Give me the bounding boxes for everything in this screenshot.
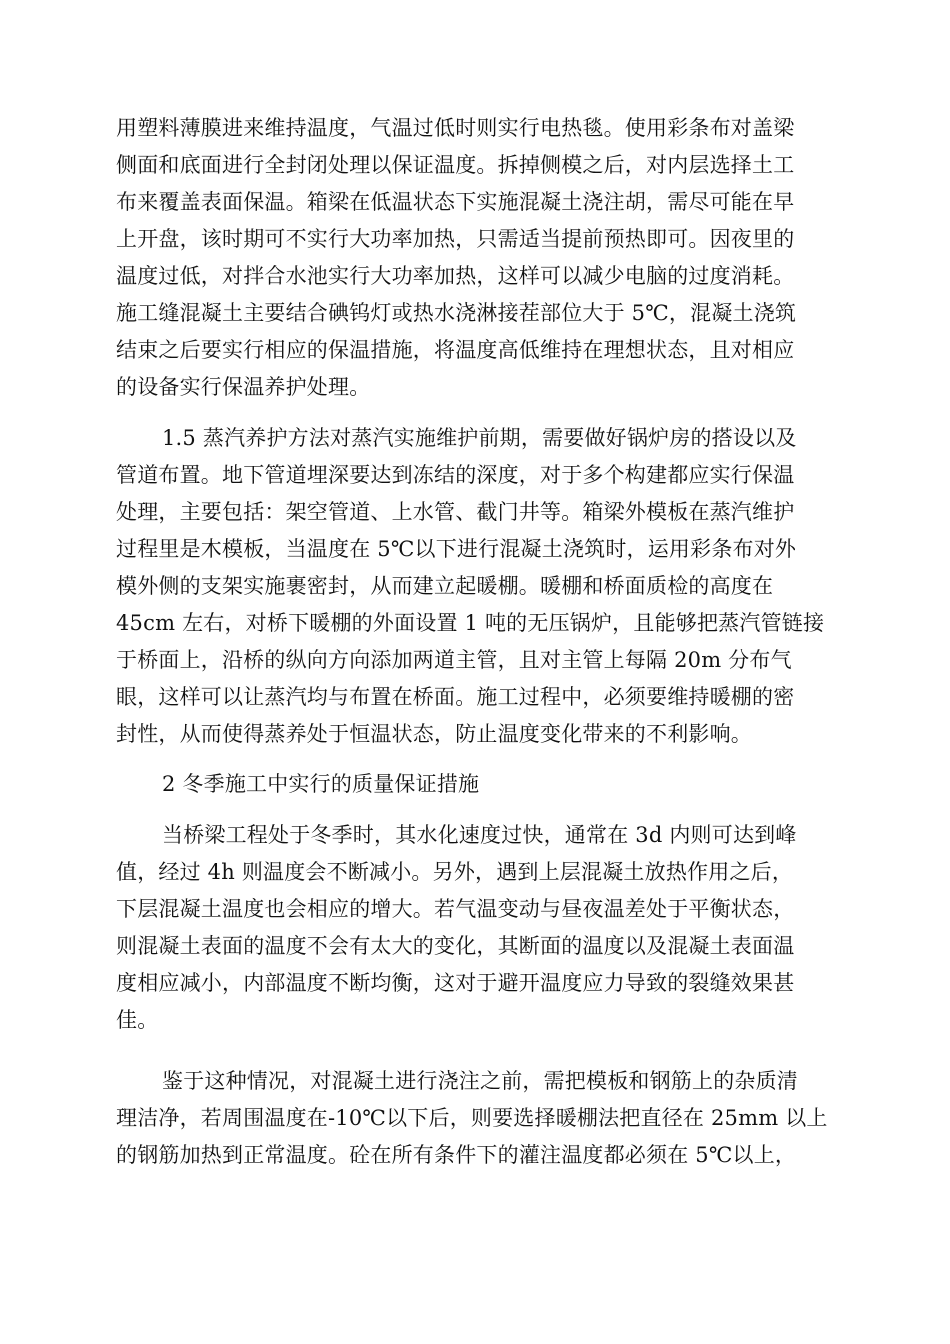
text-line: 过程里是木模板，当温度在 5℃以下进行混凝土浇筑时，运用彩条布对外 xyxy=(116,537,797,561)
text-line: 侧面和底面进行全封闭处理以保证温度。拆掉侧模之后，对内层选择土工 xyxy=(116,153,795,177)
text-line: 下层混凝土温度也会相应的增大。若气温变动与昼夜温差处于平衡状态， xyxy=(116,897,795,921)
text-line: 则混凝土表面的温度不会有太大的变化，其断面的温度以及混凝土表面温 xyxy=(116,934,795,958)
section-heading: 2 冬季施工中实行的质量保证措施 xyxy=(162,772,480,796)
text-line: 模外侧的支架实施裹密封，从而建立起暖棚。暖棚和桥面质检的高度在 xyxy=(116,574,774,598)
text-line: 当桥梁工程处于冬季时，其水化速度过快，通常在 3d 内则可达到峰 xyxy=(162,823,797,847)
text-line: 温度过低，对拌合水池实行大功率加热，这样可以减少电脑的过度消耗。 xyxy=(116,264,795,288)
text-line: 布来覆盖表面保温。箱梁在低温状态下实施混凝土浇注胡，需尽可能在早 xyxy=(116,190,795,214)
text-line: 封性，从而使得蒸养处于恒温状态，防止温度变化带来的不利影响。 xyxy=(116,722,752,746)
text-line: 度相应减小，内部温度不断均衡，这对于避开温度应力导致的裂缝效果甚 xyxy=(116,971,795,995)
text-line: 管道布置。地下管道埋深要达到冻结的深度，对于多个构建都应实行保温 xyxy=(116,463,795,487)
text-line: 上开盘，该时期可不实行大功率加热，只需适当提前预热即可。因夜里的 xyxy=(116,227,795,251)
text-line: 施工缝混凝土主要结合碘钨灯或热水浇淋接茬部位大于 5℃，混凝土浇筑 xyxy=(116,301,797,325)
text-line: 的设备实行保温养护处理。 xyxy=(116,375,371,399)
text-line: 鉴于这种情况，对混凝土进行浇注之前，需把模板和钢筋上的杂质清 xyxy=(162,1069,798,1093)
text-line: 理洁净，若周围温度在-10℃以下后，则要选择暖棚法把直径在 25mm 以上 xyxy=(116,1106,828,1130)
text-line: 佳。 xyxy=(116,1008,159,1032)
text-line: 45cm 左右，对桥下暖棚的外面设置 1 吨的无压锅炉，且能够把蒸汽管链接 xyxy=(116,611,825,635)
text-line: 的钢筋加热到正常温度。砼在所有条件下的灌注温度都必须在 5℃以上， xyxy=(116,1143,797,1167)
text-line: 用塑料薄膜进来维持温度，气温过低时则实行电热毯。使用彩条布对盖梁 xyxy=(116,116,795,140)
text-line: 值，经过 4h 则温度会不断减小。另外，遇到上层混凝土放热作用之后， xyxy=(116,860,794,884)
text-line: 处理，主要包括：架空管道、上水管、截门井等。箱梁外模板在蒸汽维护 xyxy=(116,500,795,524)
text-line: 于桥面上，沿桥的纵向方向添加两道主管，且对主管上每隔 20m 分布气 xyxy=(116,648,792,672)
text-line: 1.5 蒸汽养护方法对蒸汽实施维护前期，需要做好锅炉房的搭设以及 xyxy=(162,426,797,450)
text-line: 结束之后要实行相应的保温措施，将温度高低维持在理想状态，且对相应 xyxy=(116,338,795,362)
text-line: 眼，这样可以让蒸汽均与布置在桥面。施工过程中，必须要维持暖棚的密 xyxy=(116,685,795,709)
